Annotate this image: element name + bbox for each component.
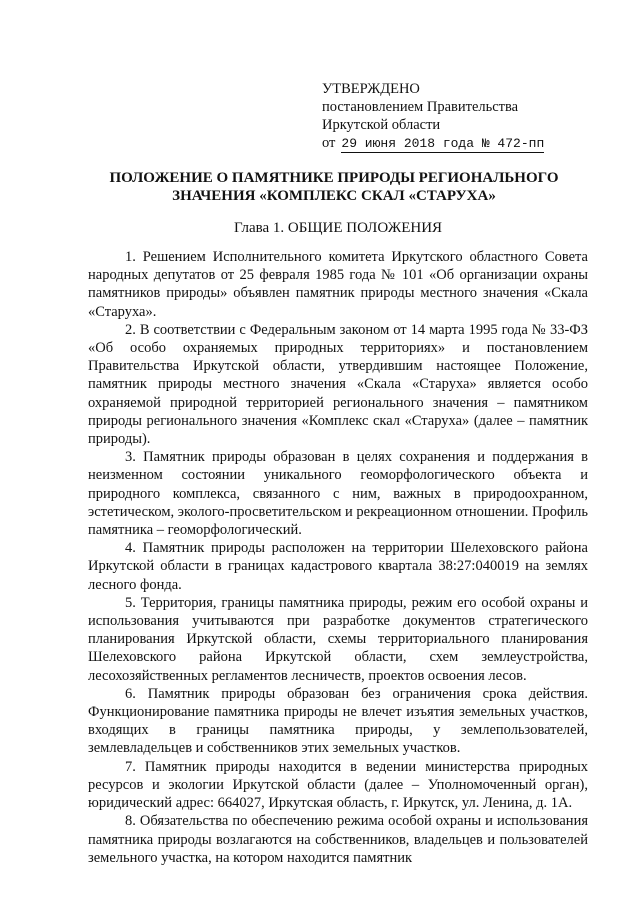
approval-block <box>322 80 544 153</box>
approval-heading: УТВЕРЖДЕНО <box>322 81 420 97</box>
paragraph-6: 6. Памятник природы образован без ограничения срока действия. Функционирование памятника природы не влечет изъятия земельных участков, входящих в границы памятника природы, у землепользователей, землевладельцев и собственников этих земельных участков. <box>88 685 588 757</box>
paragraph-4: 4. Памятник природы расположен на территории Шелеховского района Иркутской области в границах кадастрового квартала 38:27:040019 на землях лесного фонда. <box>88 540 588 593</box>
paragraph-1: 1. Решением Исполнительного комитета Иркутского областного Совета народных депутатов от 25 февраля 1985 года № 101 «Об организации охраны памятников природы» объявлен памятник природы местного значения «Скала «Старуха». <box>88 249 588 320</box>
paragraph-7: 7. Памятник природы находится в ведении министерства природных ресурсов и экологии Иркутской области (далее – Уполномоченный орган), юридический адрес: 664027, Иркутская область, г. Иркутск, ул. Ленина, д. 1А. <box>88 758 588 812</box>
approval-date: 29 июня 2018 года № 472-пп <box>341 136 545 151</box>
approval-date-row <box>322 134 544 153</box>
paragraph-2: 2. В соответствии с Федеральным законом от 14 марта 1995 года № 33-ФЗ «Об особо охраняемых природных территориях» и постановлением Правительства Иркутской области, утвердившим настоящее Положение, памятник природы местного значения «Скала «Старуха» является особо охраняемой природной территорией регионального значения – памятником природы регионального значения «Комплекс скал «Старуха» (далее – памятник природы). <box>88 321 588 448</box>
paragraph-3: 3. Памятник природы образован в целях сохранения и поддержания в неизменном состоянии уникального геоморфологического объекта и природного комплекса, связанного с ним, важных в природоохранном, эстетическом, эколого-просветительском и рекреационном отношении. Профиль памятника – геоморфологический. <box>88 449 588 539</box>
approval-from: от <box>322 135 336 151</box>
approval-authority: Иркутской области <box>322 117 441 133</box>
approval-resolution: постановлением Правительства <box>322 99 519 115</box>
paragraph-8: 8. Обязательства по обеспечению режима особой охраны и использования памятника природы возлагаются на собственников, владельцев и пользователей земельного участка, на котором находится памятник <box>88 813 588 866</box>
document-body <box>88 248 588 867</box>
document-title: ПОЛОЖЕНИЕ О ПАМЯТНИКЕ ПРИРОДЫ РЕГИОНАЛЬНОГО ЗНАЧЕНИЯ «КОМПЛЕКС СКАЛ «СТАРУХА» <box>109 170 559 204</box>
chapter-heading: Глава 1. ОБЩИЕ ПОЛОЖЕНИЯ <box>233 220 443 236</box>
paragraph-5: 5. Территория, границы памятника природы, режим его особой охраны и использования учитываются при разработке документов стратегического планирования Иркутской области, схемы территориального планирования Шелеховского района Иркутской области, схем землеустройства, лесохозяйственных регламентов лесничеств, проектов освоения лесов. <box>88 594 588 684</box>
